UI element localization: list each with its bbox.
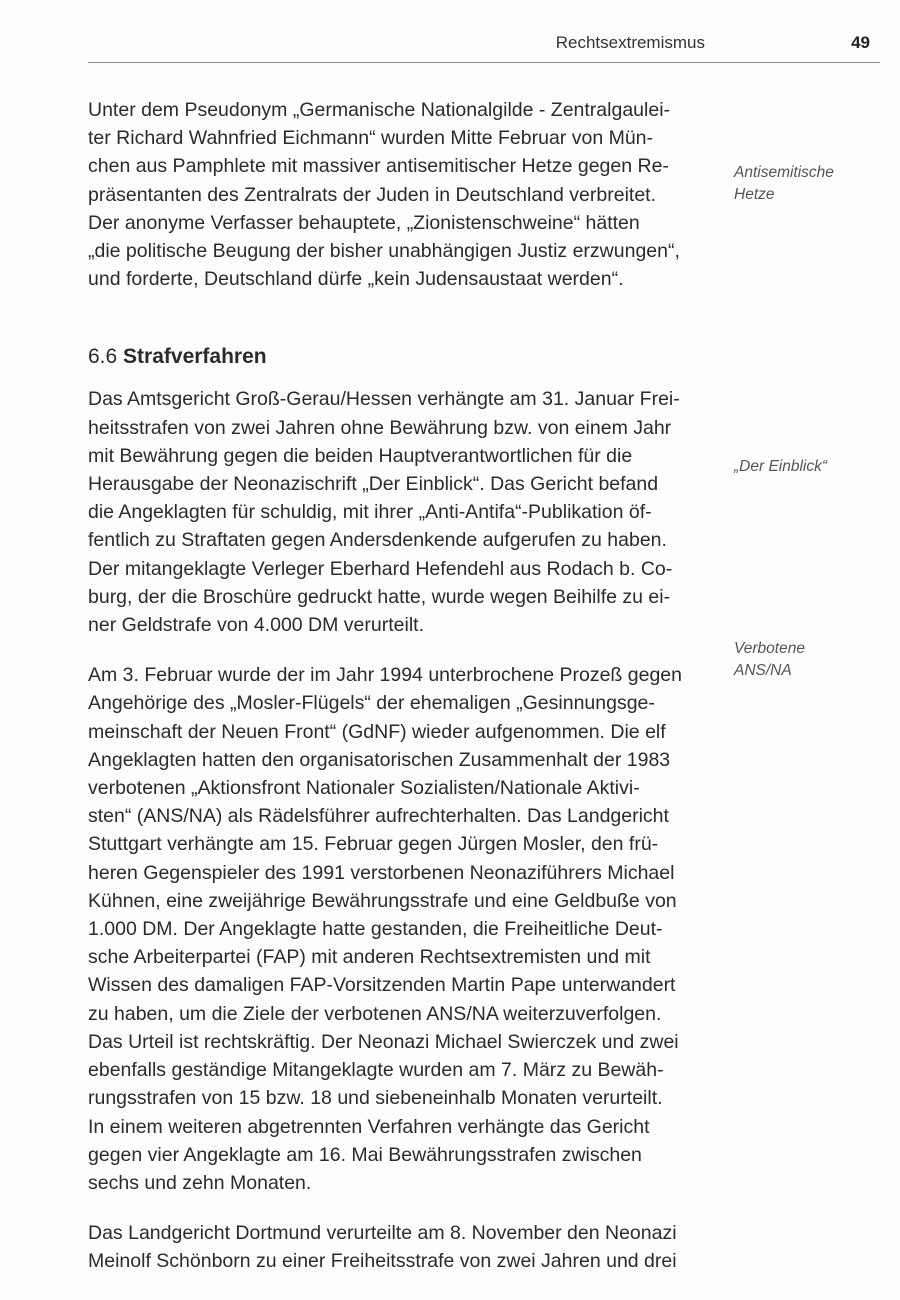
text-line: und forderte, Deutschland dürfe „kein Judensaustaat werden“. <box>88 268 624 291</box>
margin-note-der-einblick <box>734 456 827 478</box>
paragraph-dortmund-trial <box>88 1219 728 1275</box>
margin-note-line: ANS/NA <box>734 662 792 679</box>
text-line: meinschaft der Neuen Front“ (GdNF) wieder aufgenommen. Die elf <box>88 720 666 743</box>
margin-note-line: „Der Einblick“ <box>734 458 828 475</box>
margin-note-verbotene-ans-na <box>734 638 805 682</box>
text-line: rungsstrafen von 15 bzw. 18 und siebeneinhalb Monaten verurteilt. <box>88 1087 663 1110</box>
text-line: mit Bewährung gegen die beiden Hauptverantwortlichen für die <box>88 444 633 467</box>
text-line: Das Amtsgericht Groß-Gerau/Hessen verhängte am 31. Januar Frei- <box>88 388 680 411</box>
text-line: Der anonyme Verfasser behauptete, „Zionistenschweine“ hätten <box>88 211 640 234</box>
section-heading <box>88 343 728 371</box>
text-line: Der mitangeklagte Verleger Eberhard Hefendehl aus Rodach b. Co- <box>88 557 673 580</box>
text-line: heren Gegenspieler des 1991 verstorbenen Neonaziführers Michael <box>88 861 675 884</box>
page-header <box>88 28 880 63</box>
text-line: Herausgabe der Neonazischrift „Der Einblick“. Das Gericht befand <box>88 473 659 496</box>
text-line: „die politische Beugung der bisher unabhängigen Justiz erzwungen“, <box>88 240 680 263</box>
paragraph-einblick-trial <box>88 385 728 639</box>
section-title: Strafverfahren <box>123 345 267 369</box>
text-line: ner Geldstrafe von 4.000 DM verurteilt. <box>88 614 424 637</box>
text-line: Kühnen, eine zweijährige Bewährungsstrafe und eine Geldbuße von <box>88 889 677 912</box>
text-line: 1.000 DM. Der Angeklagte hatte gestanden, die Freiheitliche Deut- <box>88 918 663 941</box>
text-line: Das Urteil ist rechtskräftig. Der Neonazi Michael Swierczek und zwei <box>88 1030 679 1053</box>
text-line: gegen vier Angeklagte am 16. Mai Bewährungsstrafen zwischen <box>88 1143 642 1166</box>
text-line: Meinolf Schönborn zu einer Freiheitsstrafe von zwei Jahren und drei <box>88 1250 677 1273</box>
text-line: verbotenen „Aktionsfront Nationaler Sozialisten/Nationale Aktivi- <box>88 777 640 800</box>
text-line: sche Arbeiterpartei (FAP) mit anderen Rechtsextremisten und mit <box>88 946 651 969</box>
text-line: ebenfalls geständige Mitangeklagte wurden am 7. März zu Bewäh- <box>88 1059 664 1082</box>
page-number: 49 <box>851 33 870 52</box>
text-line: fentlich zu Straftaten gegen Andersdenkende aufgerufen zu haben. <box>88 529 667 552</box>
text-line: In einem weiteren abgetrennten Verfahren verhängte das Gericht <box>88 1115 650 1138</box>
margin-note-antisemitische-hetze <box>734 162 834 206</box>
paragraph-ans-na-trial <box>88 661 728 1197</box>
text-line: Stuttgart verhängte am 15. Februar gegen Jürgen Mosler, den frü- <box>88 833 659 856</box>
text-line: Unter dem Pseudonym „Germanische Nationalgilde - Zentralgaulei- <box>88 99 671 121</box>
text-line: sechs und zehn Monaten. <box>88 1171 312 1194</box>
text-line: Angehörige des „Mosler-Flügels“ der ehemaligen „Gesinnungsge- <box>88 692 655 715</box>
main-text-column <box>88 96 728 1276</box>
running-title: Rechtsextremismus <box>555 33 705 52</box>
text-line: die Angeklagten für schuldig, mit ihrer „Anti-Antifa“-Publikation öf- <box>88 501 652 524</box>
text-line: Am 3. Februar wurde der im Jahr 1994 unterbrochene Prozeß gegen <box>88 664 682 687</box>
text-line: präsentanten des Zentralrats der Juden in Deutschland verbreitet. <box>88 183 656 206</box>
text-line: zu haben, um die Ziele der verbotenen ANS/NA weiterzuverfolgen. <box>88 1002 662 1025</box>
text-line: burg, der die Broschüre gedruckt hatte, wurde wegen Beihilfe zu ei- <box>88 585 671 608</box>
margin-note-line: Hetze <box>734 186 775 203</box>
text-line: sten“ (ANS/NA) als Rädelsführer aufrechterhalten. Das Landgericht <box>88 805 669 828</box>
text-line: heitsstrafen von zwei Jahren ohne Bewährung bzw. von einem Jahr <box>88 416 672 439</box>
text-line: Angeklagten hatten den organisatorischen Zusammenhalt der 1983 <box>88 748 671 771</box>
section-number: 6.6 <box>88 345 118 369</box>
paragraph-antisemitic-pamphlets <box>88 96 728 293</box>
margin-note-line: Antisemitische <box>734 164 834 181</box>
margin-note-line: Verbotene <box>734 640 805 657</box>
text-line: Wissen des damaligen FAP-Vorsitzenden Martin Pape unterwandert <box>88 974 676 997</box>
text-line: chen aus Pamphlete mit massiver antisemitischer Hetze gegen Re- <box>88 155 669 178</box>
text-line: ter Richard Wahnfried Eichmann“ wurden Mitte Februar von Mün- <box>88 127 654 150</box>
text-line: Das Landgericht Dortmund verurteilte am 8. November den Neonazi <box>88 1222 677 1245</box>
